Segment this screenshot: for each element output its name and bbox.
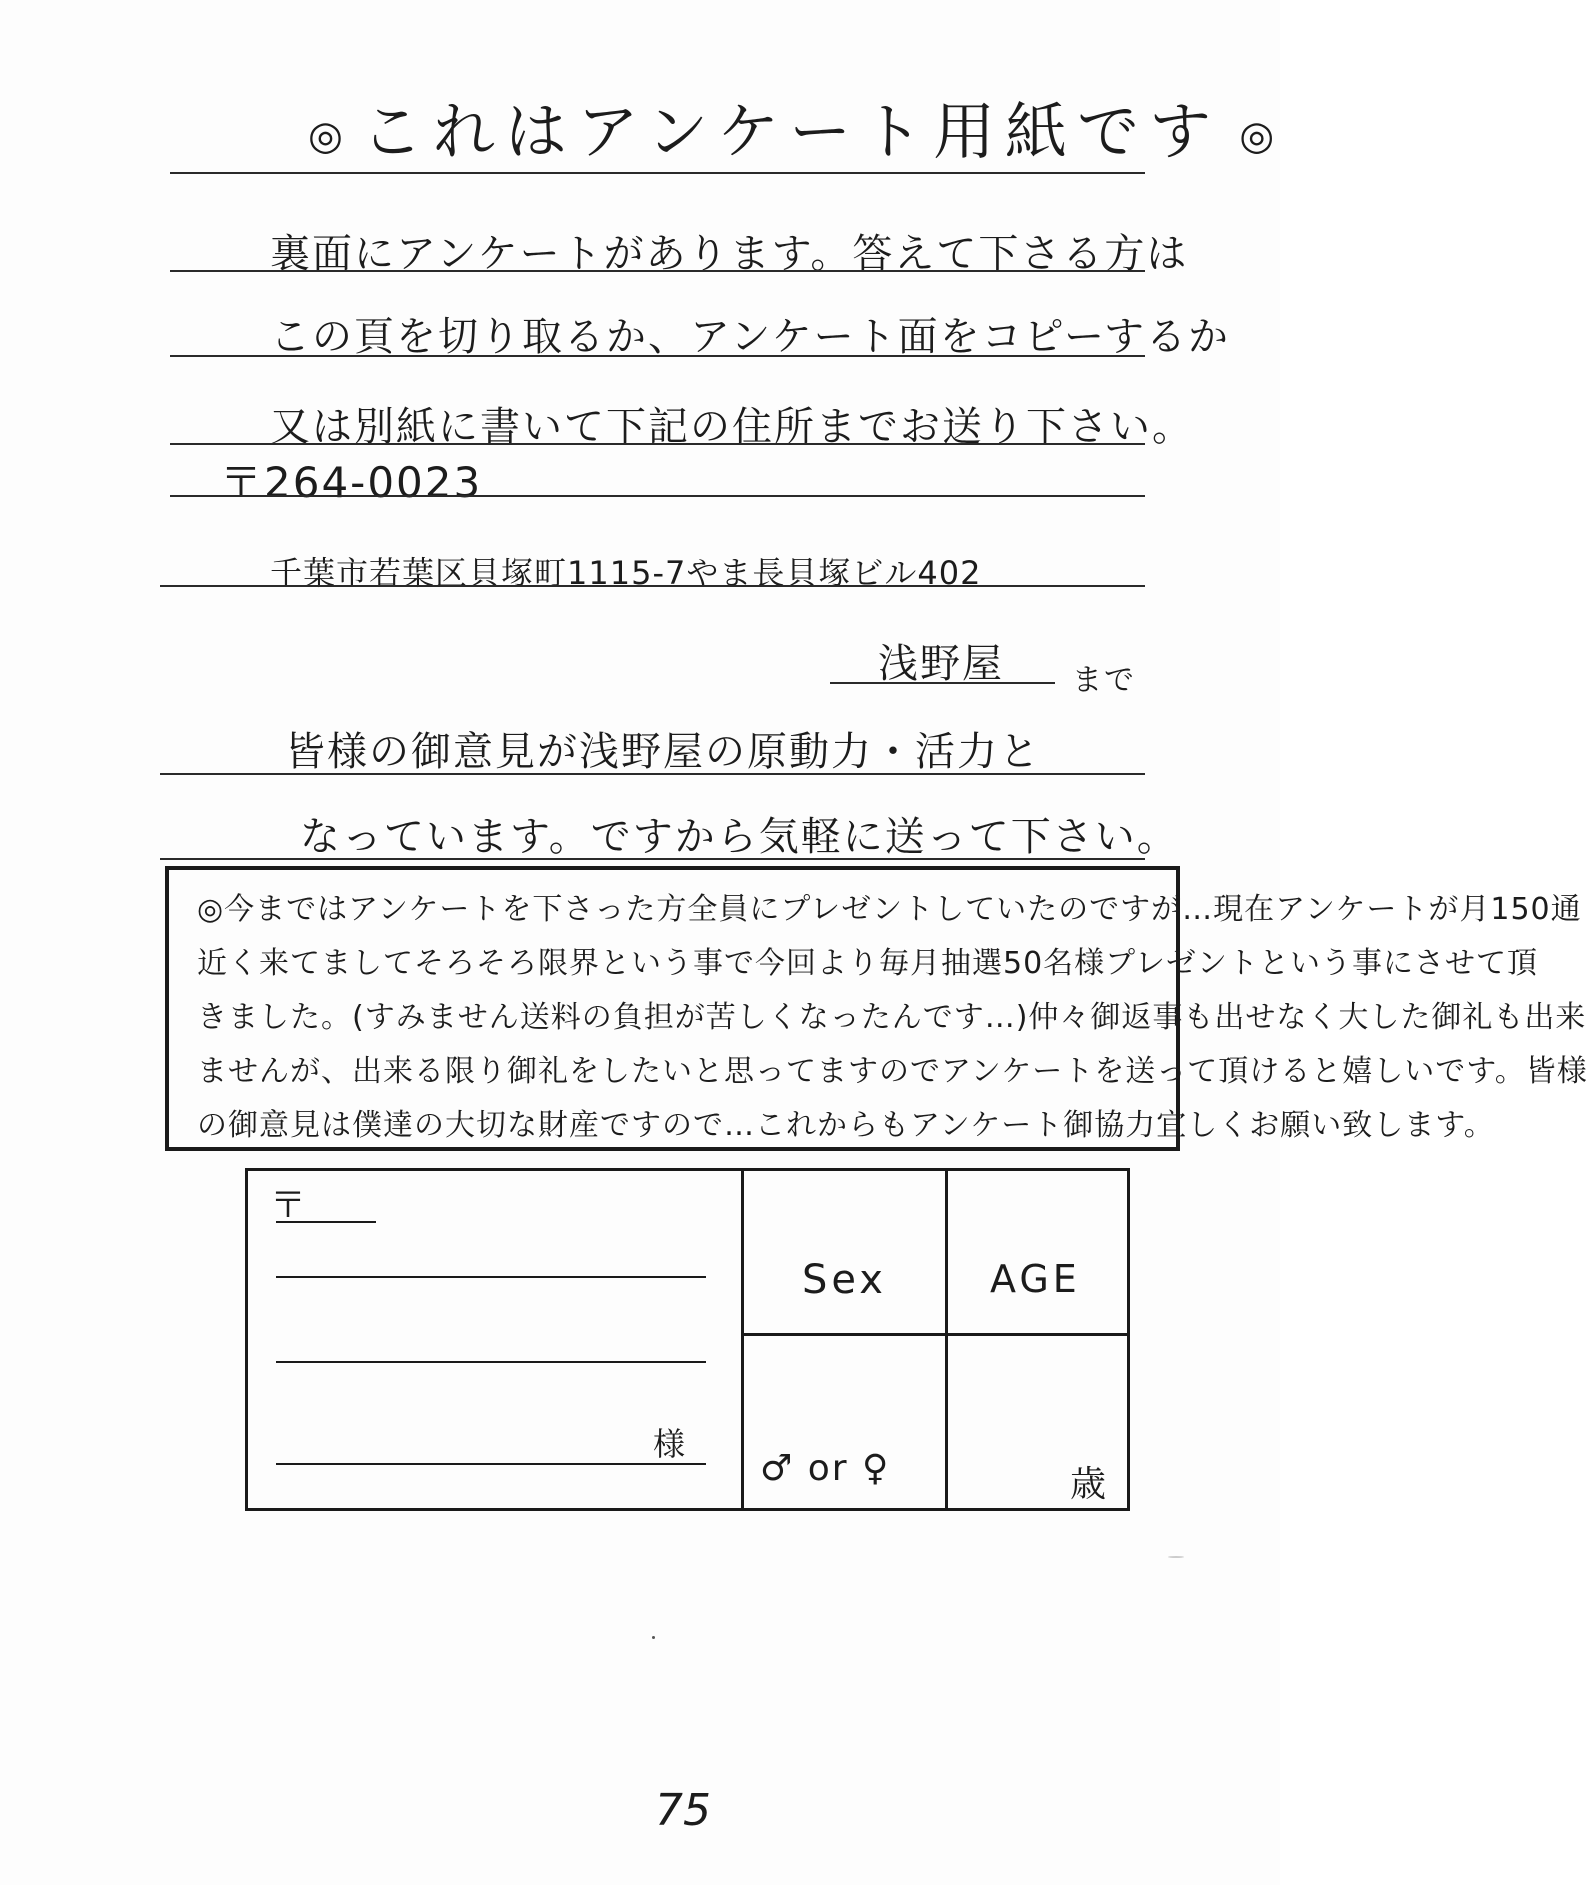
title-text: これはアンケート用紙です bbox=[360, 95, 1222, 168]
age-answer-cell[interactable] bbox=[948, 1336, 1130, 1511]
age-suffix: 歳 bbox=[1070, 1464, 1111, 1505]
sex-options: ♂ or ♀ bbox=[760, 1448, 891, 1489]
address-line-1 bbox=[276, 1276, 706, 1278]
double-circle-icon: ◎ bbox=[308, 112, 343, 159]
age-label: AGE bbox=[990, 1257, 1081, 1301]
recipient-suffix: まで bbox=[1072, 663, 1136, 698]
intro-line-2: この頁を切り取るか、アンケート面をコピーするか bbox=[270, 314, 1230, 360]
ruled-line bbox=[160, 858, 1145, 860]
notice-line-3: きました。(すみません送料の負担が苦しくなったんです…)仲々御返事も出せなく大した御礼も出来 bbox=[197, 1000, 1587, 1035]
street-address: 千葉市若葉区貝塚町1115-7やま長貝塚ビル402 bbox=[270, 554, 982, 592]
scan-speck bbox=[652, 1636, 655, 1639]
postal-code: 〒264-0023 bbox=[220, 458, 483, 507]
sex-answer-cell[interactable] bbox=[744, 1336, 945, 1511]
ruled-line bbox=[160, 585, 1145, 587]
ruled-line bbox=[170, 355, 1145, 357]
page-number: 75 bbox=[655, 1785, 711, 1836]
name-suffix: 様 bbox=[653, 1425, 690, 1463]
notice-box bbox=[165, 866, 1588, 1151]
postal-code-line bbox=[276, 1221, 376, 1223]
postal-mark: 〒 bbox=[270, 1185, 311, 1226]
recipient-underline bbox=[830, 682, 1055, 684]
age-header-cell bbox=[948, 1171, 1130, 1333]
recipient-name: 浅野屋 bbox=[878, 641, 1004, 687]
page-title bbox=[290, 82, 1292, 171]
name-line bbox=[276, 1463, 706, 1465]
closing-line-1: 皆様の御意見が浅野屋の原動力・活力と bbox=[285, 729, 1041, 775]
sex-header-cell bbox=[744, 1171, 945, 1333]
notice-line-1: ◎今まではアンケートを下さった方全員にプレゼントしていたのですが…現在アンケートが月150通 bbox=[197, 892, 1582, 927]
intro-line-3: 又は別紙に書いて下記の住所までお送り下さい。 bbox=[270, 404, 1194, 450]
closing-line-2: なっています。ですから気軽に送って下さい。 bbox=[300, 814, 1179, 860]
notice-line-5: の御意見は僕達の大切な財産ですので…これからもアンケート御協力宜しくお願い致します。 bbox=[197, 1108, 1495, 1143]
address-field-area[interactable] bbox=[248, 1171, 741, 1511]
scan-speck bbox=[1168, 1556, 1184, 1558]
sex-label: Sex bbox=[802, 1257, 887, 1303]
ruled-line bbox=[170, 443, 1145, 445]
title-underline bbox=[170, 172, 1145, 174]
ruled-line bbox=[160, 773, 1145, 775]
ruled-line bbox=[170, 270, 1145, 272]
response-form bbox=[245, 1168, 1130, 1511]
ruled-line bbox=[170, 495, 1145, 497]
intro-line-1: 裏面にアンケートがあります。答えて下さる方は bbox=[270, 231, 1189, 277]
notice-line-2: 近く来てましてそろそろ限界という事で今回より毎月抽選50名様プレゼントという事にさせて頂 bbox=[197, 946, 1538, 981]
notice-line-4: ませんが、出来る限り御礼をしたいと思ってますのでアンケートを送って頂けると嬉しいです。皆様 bbox=[197, 1054, 1588, 1089]
double-circle-icon: ◎ bbox=[1239, 112, 1275, 159]
address-line-2 bbox=[276, 1361, 706, 1363]
